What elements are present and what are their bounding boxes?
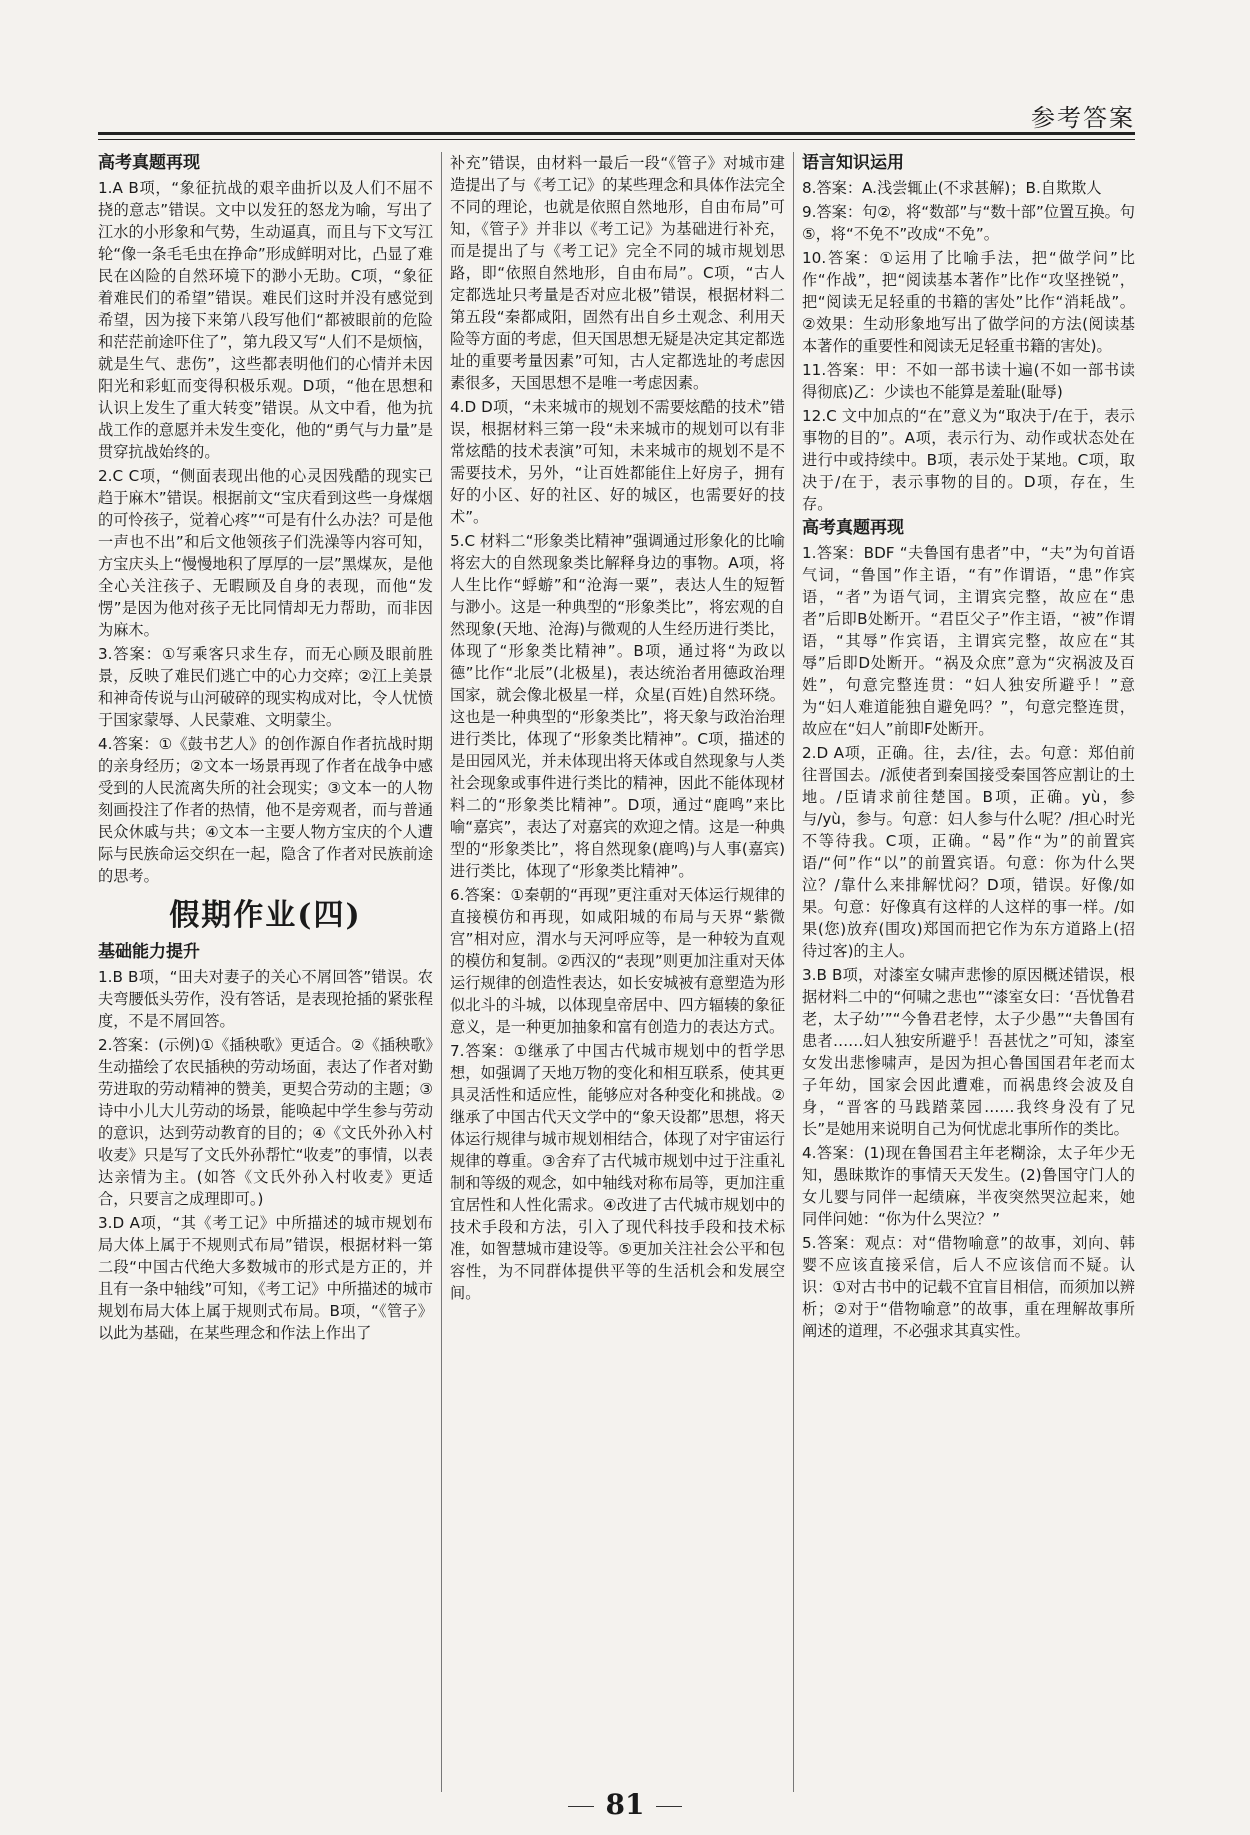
- answer-item-b3: 3.D A项，“其《考工记》中所描述的城市规划布局大体上属于不规则式布局”错误，根据材料一第二段“中国古代绝大多数城市的形式是方正的，并且有一条中轴线”可知，《考工记》中所描述的城市规划布局大体上属于规则式布局。B项，“《管子》以此为基础，在某些理念和作法上作出了: [98, 1214, 433, 1342]
- section-heading-gaokao-2: 高考真题再现: [802, 518, 904, 538]
- answer-item-4: 4.答案：①《鼓书艺人》的创作源自作者抗战时期的亲身经历；②文本一场景再现了作者在战争中感受到的人民流离失所的社会现实；③文本一的人物刻画投注了作者的热情，他不是旁观者，而与普通民众休戚与共；④文本一主要人物方宝庆的个人遭际与民族命运交织在一起，隐含了作者对民族前途的思考。: [98, 735, 433, 885]
- answer-item-c6: 6.答案：①秦朝的“再现”更注重对天体运行规律的直接模仿和再现，如咸阳城的布局与天界“紫微宫”相对应，渭水与天河呼应等，是一种较为直观的模仿和复制。②西汉的“表现”则更加注重对天体运行规律的创造性表达，如长安城被有意塑造为形似北斗的斗城，以体现皇帝居中、四方辐辏的象征意义，是一种更加抽象和富有创造力的表达方式。: [450, 886, 785, 1036]
- answer-item-c7: 7.答案：①继承了中国古代城市规划中的哲学思想，如强调了天地万物的变化和相互联系，使其更具灵活性和适应性，能够应对各种变化和挑战。②继承了中国古代天文学中的“象天设都”思想，将天体运行规律与城市规划相结合，体现了对宇宙运行规律的尊重。③舍弃了古代城市规划中过于注重礼制和等级的观念，如中轴线对称布局等，更加注重宜居性和人性化需求。④改进了古代城市规划中的技术手段和方法，引入了现代科技手段和技术标准，如智慧城市建设等。⑤更加关注社会公平和包容性，为不同群体提供平等的生活机会和发展空间。: [450, 1042, 785, 1302]
- answer-item-e5: 5.答案：观点：对“借物喻意”的故事，刘向、韩婴不应该直接采信，后人不应该信而不疑。认识：①对古书中的记载不宜盲目相信，而须加以辨析；②对于“借物喻意”的故事，重在理解故事所阐述的道理，不必强求其真实性。: [802, 1234, 1135, 1340]
- section-heading-language: 语言知识运用: [802, 153, 904, 173]
- header-title: 参考答案: [1031, 104, 1135, 132]
- answer-item-1: 1.A B项，“象征抗战的艰辛曲折以及人们不屈不挠的意志”错误。文中以发狂的怒龙为喻，写出了江水的小形象和气势，生动逼真，而且与下文写江轮“像一条毛毛虫在挣命”形成鲜明对比，凸显了难民在凶险的自然环境下的渺小无助。C项，“象征着难民们的希望”错误。难民们这时并没有感觉到希望，因为接下来第八段写他们“都被眼前的危险和茫茫前途吓住了”，第九段又写“人们不是烦恼，就是生气、悲伤”，这些都表明他们的心情并未因阳光和彩虹而变得积极乐观。D项，“他在思想和认识上发生了重大转变”错误。从文中看，他为抗战工作的意愿并未发生变化，他的“勇气与力量”是贯穿抗战始终的。: [98, 179, 433, 461]
- answer-item-d9: 9.答案：句②，将“数部”与“数十部”位置互换。句⑤，将“不免不”改成“不免”。: [802, 203, 1135, 243]
- answer-item-d12: 12.C 文中加点的“在”意义为“取决于/在于，表示事物的目的”。A项，表示行为、动作或状态处在进行中或持续中。B项，表示处于某地。C项，取决于/在于，表示事物的目的。D项，存在，生存。: [802, 407, 1135, 513]
- column-divider-1: [441, 152, 442, 1792]
- answer-item-d10: 10.答案：①运用了比喻手法，把“做学问”比作“作战”，把“阅读基本著作”比作“攻坚挫锐”，把“阅读无足轻重的书籍的害处”比作“消耗战”。②效果：生动形象地写出了做学问的方法(阅读基本著作的重要性和阅读无足轻重书籍的害处)。: [802, 249, 1135, 355]
- answer-item-d11: 11.答案：甲：不如一部书读十遍(不如一部书读得彻底)乙：少读也不能算是羞耻(耻辱): [802, 361, 1135, 401]
- page-footer: [0, 1788, 1250, 1821]
- section-heading-basic: 基础能力提升: [98, 942, 200, 962]
- page-number: 81: [605, 1788, 645, 1821]
- answer-item-e3: 3.B B项，对漆室女啸声悲惨的原因概述错误，根据材料二中的“何啸之悲也”“漆室女曰：‘吾忧鲁君老，太子幼’”“今鲁君老悖，太子少愚”“夫鲁国有患者……妇人独安所避乎！吾甚忧之”可知，漆室女发出悲惨啸声，是因为担心鲁国国君年老而太子年幼，国家会因此遭难，而祸患终会波及自身，“晋客的马践踏菜园……我终身没有了兄长”是她用来说明自己为何忧虑北事所作的类比。: [802, 966, 1135, 1138]
- answer-item-c-cont: 补充”错误，由材料一最后一段“《管子》对城市建造提出了与《考工记》的某些理念和具体作法完全不同的理论，也就是依照自然地形，自由布局”可知，《管子》并非以《考工记》为基础进行补充，而是提出了与《考工记》完全不同的城市规划思路，即“依照自然地形，自由布局”。C项，“古人定都选址只考量是否对应北极”错误，根据材料二第五段“秦都咸阳，固然有出自乡土观念、利用天险等方面的考虑，但天国思想无疑是决定其定都选址的重要考量因素”可知，古人定都选址的考虑因素很多，天国思想不是唯一考虑因素。: [450, 154, 785, 392]
- answer-item-c4: 4.D D项，“未来城市的规划不需要炫酷的技术”错误，根据材料三第一段“未来城市的规划可以有非常炫酷的技术表演”可知，未来城市的规划不是不需要技术，另外，“让百姓都能住上好房子，拥有好的小区、好的社区、好的城区，也需要好的技术”。: [450, 398, 785, 526]
- header-rule-thin: [98, 139, 1135, 140]
- footer-dash-left: [568, 1806, 594, 1807]
- homework-title: 假期作业(四): [169, 898, 362, 933]
- column-middle: [450, 152, 785, 1792]
- column-left: [98, 152, 433, 1792]
- answer-item-e2: 2.D A项，正确。往，去/往，去。句意：郑伯前往晋国去。/派使者到秦国接受秦国答应割让的土地。/臣请求前往楚国。B项，正确。yù，参与/yù，参与。句意：妇人参与什么呢？/担心时光不等待我。C项，正确。“曷”作“为”的前置宾语/“何”作“以”的前置宾语。句意：你为什么哭泣？/靠什么来排解忧闷？D项，错误。好像/如果。句意：好像真有这样的人这样的事一样。/如果(您)放弃(围攻)郑国而把它作为东方道路上(招待过客)的主人。: [802, 744, 1135, 960]
- answer-item-b2: 2.答案：(示例)①《插秧歌》更适合。②《插秧歌》生动描绘了农民插秧的劳动场面，表达了作者对勤劳进取的劳动精神的赞美，更契合劳动的主题；③诗中小儿大儿劳动的场景，能唤起中学生参与劳动的意识，达到劳动教育的目的；④《文氏外孙入村收麦》只是写了文氏外孙帮忙“收麦”的事情，以表达亲情为主。(如答《文氏外孙入村收麦》更适合，只要言之成理即可。): [98, 1036, 433, 1208]
- answer-item-3: 3.答案：①写乘客只求生存，而无心顾及眼前胜景，反映了难民们逃亡中的心力交瘁；②江上美景和神奇传说与山河破碎的现实构成对比，令人忧愤于国家蒙辱、人民蒙难、文明蒙尘。: [98, 645, 433, 729]
- header-rule-thick: [98, 132, 1135, 135]
- section-heading-gaokao: 高考真题再现: [98, 153, 200, 173]
- footer-dash-right: [656, 1806, 682, 1807]
- column-divider-2: [793, 152, 794, 1792]
- column-right: [802, 152, 1135, 1792]
- answer-item-2: 2.C C项，“侧面表现出他的心灵因残酷的现实已趋于麻木”错误。根据前文“宝庆看到这些一身煤烟的可怜孩子，觉着心疼”“可是有什么办法？可是他一声也不出”和后文他领孩子们洗澡等内容可知，方宝庆头上“慢慢地积了厚厚的一层”黑煤灰，是他全心关注孩子、无暇顾及自身的表现，而他“发愣”是因为他对孩子无比同情却无力帮助，而非因为麻木。: [98, 467, 433, 639]
- answer-item-e1: 1.答案：BDF “夫鲁国有患者”中，“夫”为句首语气词，“鲁国”作主语，“有”作谓语，“患”作宾语，“者”为语气词，主谓宾完整，故应在“患者”后即B处断开。“君臣父子”作主语，“被”作谓语，“其辱”作宾语，主谓宾完整，故应在“其辱”后即D处断开。“祸及众庶”意为“灾祸波及百姓”，句意完整连贯：“妇人独安所避乎！”意为“妇人难道能独自避免吗？”，句意完整连贯，故应在“妇人”前即F处断开。: [802, 544, 1135, 738]
- answer-item-e4: 4.答案：(1)现在鲁国君主年老糊涂，太子年少无知，愚昧欺诈的事情天天发生。(2)鲁国守门人的女儿婴与同伴一起绩麻，半夜突然哭泣起来，她同伴问她：“你为什么哭泣？”: [802, 1144, 1135, 1228]
- answer-item-c5: 5.C 材料二“形象类比精神”强调通过形象化的比喻将宏大的自然现象类比解释身边的事物。A项，将人生比作“蜉蝣”和“沧海一粟”，表达人生的短暂与渺小。这是一种典型的“形象类比”，将宏观的自然现象(天地、沧海)与微观的人生经历进行类比，体现了“形象类比精神”。B项，通过将“为政以德”比作“北辰”(北极星)，表达统治者用德政治理国家，就会像北极星一样，众星(百姓)自然环绕。这也是一种典型的“形象类比”，将天象与政治治理进行类比，体现了“形象类比精神”。C项，描述的是田园风光，并未体现出将天体或自然现象与人类社会现象或事件进行类比的精神，因此不能体现材料二的“形象类比精神”。D项，通过“鹿鸣”来比喻“嘉宾”，表达了对嘉宾的欢迎之情。这是一种典型的“形象类比”，将自然现象(鹿鸣)与人事(嘉宾)进行类比，体现了“形象类比精神”。: [450, 532, 785, 880]
- answer-item-b1: 1.B B项，“田夫对妻子的关心不屑回答”错误。农夫弯腰低头劳作，没有答话，是表现抢插的紧张程度，不是不屑回答。: [98, 968, 433, 1030]
- answer-item-d8: 8.答案：A.浅尝辄止(不求甚解)；B.自欺欺人: [802, 179, 1102, 197]
